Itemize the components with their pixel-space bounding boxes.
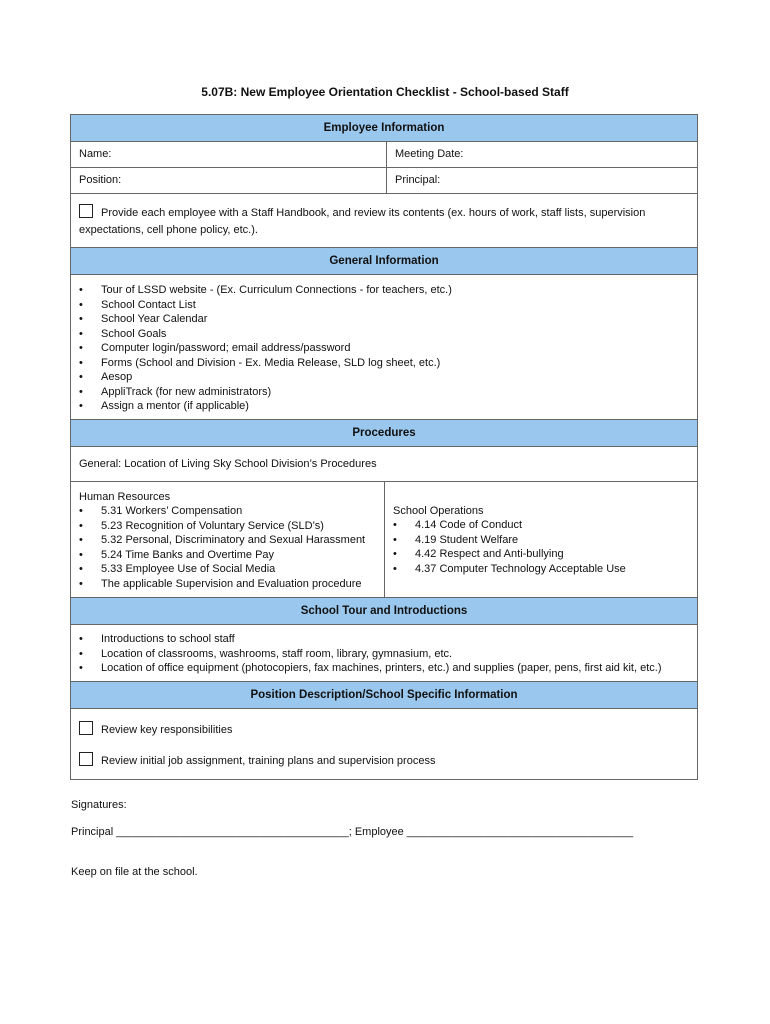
assignment-checkbox[interactable] bbox=[79, 752, 93, 766]
signatures-label: Signatures: bbox=[71, 799, 127, 811]
check-item bbox=[79, 752, 689, 769]
list-item: • Forms (School and Division - Ex. Media Release, SLD log sheet, etc.) bbox=[79, 356, 697, 371]
list-item: • Computer login/password; email address/password bbox=[79, 341, 697, 356]
list-item: • Aesop bbox=[79, 370, 697, 385]
signature-line: Principal ______________________________________; Employee _____________________________________ bbox=[71, 826, 634, 838]
list-item: • AppliTrack (for new administrators) bbox=[79, 385, 697, 400]
ops-title: School Operations bbox=[393, 504, 484, 517]
handbook-checkbox[interactable] bbox=[79, 204, 93, 218]
list-item: • Location of office equipment (photocopiers, fax machines, printers, etc.) and supplies (paper, pens, first aid kit, etc.) bbox=[79, 661, 697, 676]
meeting-date-field[interactable]: Meeting Date: bbox=[395, 148, 464, 160]
employee-info-header: Employee Information bbox=[71, 115, 697, 142]
check-item-label: Review initial job assignment, training plans and supervision process bbox=[101, 754, 436, 767]
list-item: • School Contact List bbox=[79, 298, 697, 313]
position-row bbox=[71, 168, 697, 194]
list-item: • 4.37 Computer Technology Acceptable Use bbox=[393, 562, 697, 577]
hr-list bbox=[79, 504, 384, 591]
checklist-form bbox=[70, 114, 698, 780]
list-item: • School Goals bbox=[79, 327, 697, 342]
handbook-text: Provide each employee with a Staff Handbook, and review its contents (ex. hours of work, staff lists, supervision expectations, cell phone policy, etc.). bbox=[79, 207, 646, 236]
list-item: • Introductions to school staff bbox=[79, 632, 697, 647]
list-item: • Assign a mentor (if applicable) bbox=[79, 399, 697, 414]
ops-column bbox=[385, 482, 697, 598]
check-item bbox=[79, 721, 689, 738]
tour-list bbox=[71, 625, 697, 682]
position-desc-header: Position Description/School Specific Information bbox=[71, 682, 697, 709]
name-field[interactable]: Name: bbox=[71, 142, 387, 167]
handbook-check-row bbox=[71, 194, 697, 248]
tour-header: School Tour and Introductions bbox=[71, 598, 697, 625]
list-item: • 5.31 Workers’ Compensation bbox=[79, 504, 384, 519]
list-item: • 5.23 Recognition of Voluntary Service (SLD’s) bbox=[79, 519, 384, 534]
list-item: • 4.42 Respect and Anti-bullying bbox=[393, 547, 697, 562]
list-item: • 4.19 Student Welfare bbox=[393, 533, 697, 548]
list-item: • 5.33 Employee Use of Social Media bbox=[79, 562, 384, 577]
list-item: • 5.32 Personal, Discriminatory and Sexual Harassment bbox=[79, 533, 384, 548]
hr-column bbox=[71, 482, 385, 598]
position-desc-body bbox=[71, 709, 697, 779]
list-item: • Tour of LSSD website - (Ex. Curriculum Connections - for teachers, etc.) bbox=[79, 283, 697, 298]
responsibilities-checkbox[interactable] bbox=[79, 721, 93, 735]
general-info-header: General Information bbox=[71, 248, 697, 275]
keep-on-file-note: Keep on file at the school. bbox=[71, 866, 198, 878]
name-row bbox=[71, 142, 697, 168]
list-item: • Location of classrooms, washrooms, staff room, library, gymnasium, etc. bbox=[79, 647, 697, 662]
list-item: • School Year Calendar bbox=[79, 312, 697, 327]
procedures-general: General: Location of Living Sky School Division’s Procedures bbox=[71, 447, 697, 482]
list-item: • 4.14 Code of Conduct bbox=[393, 518, 697, 533]
position-field[interactable]: Position: bbox=[71, 168, 387, 193]
procedures-header: Procedures bbox=[71, 420, 697, 447]
general-info-list bbox=[71, 275, 697, 420]
check-item-label: Review key responsibilities bbox=[101, 723, 233, 736]
page-title: 5.07B: New Employee Orientation Checklist - School-based Staff bbox=[201, 85, 569, 99]
list-item: • The applicable Supervision and Evaluation procedure bbox=[79, 577, 384, 592]
ops-list bbox=[393, 518, 697, 576]
hr-title: Human Resources bbox=[79, 490, 171, 503]
list-item: • 5.24 Time Banks and Overtime Pay bbox=[79, 548, 384, 563]
principal-field[interactable]: Principal: bbox=[395, 174, 441, 186]
procedures-split bbox=[71, 482, 697, 599]
